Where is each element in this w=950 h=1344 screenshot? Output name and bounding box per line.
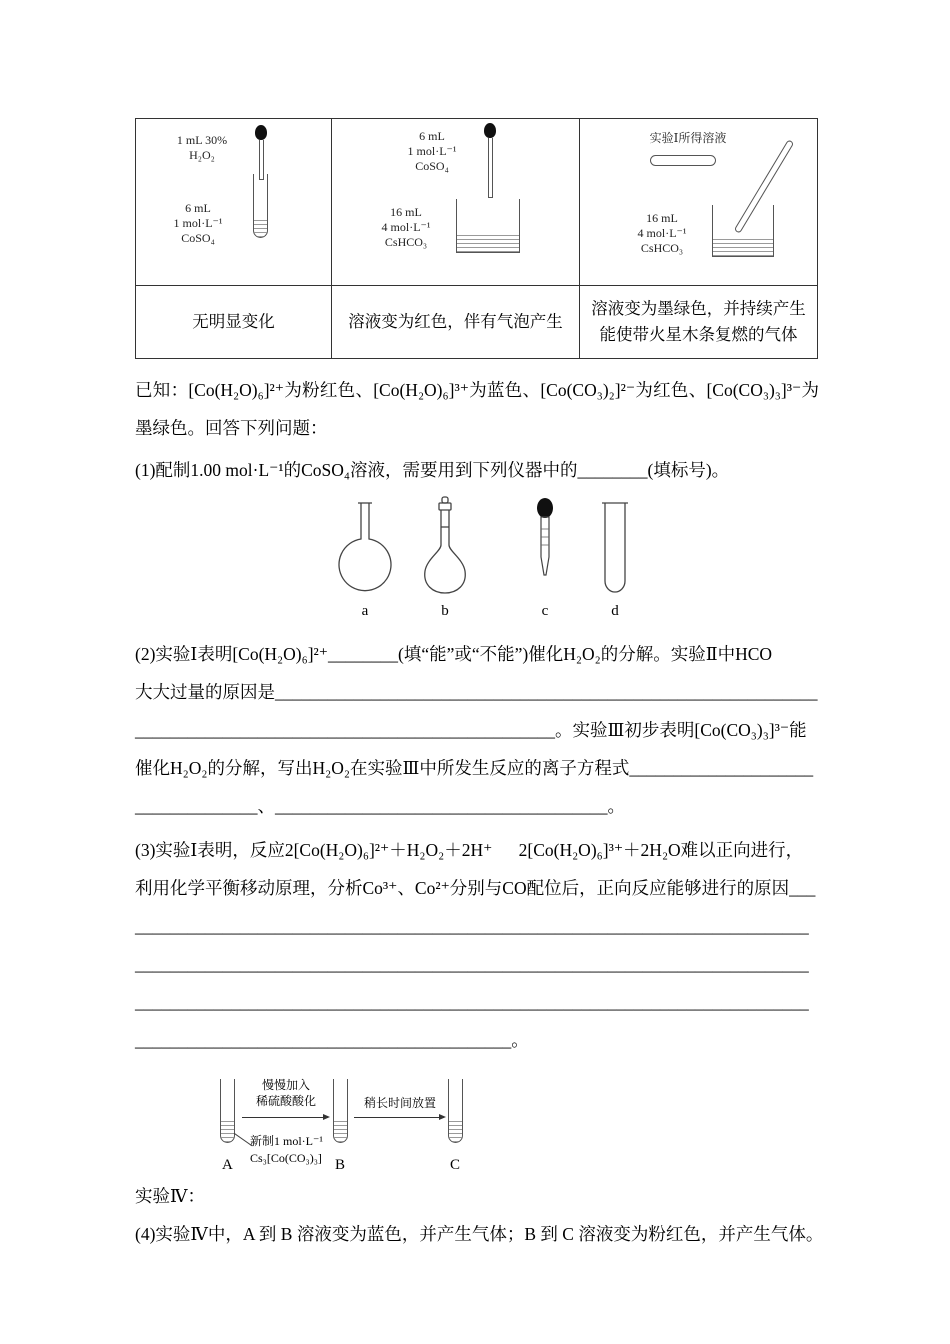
known-info-paragraph: 已知：[Co(H₂O)₆]²⁺为粉红色、[Co(H₂O)₆]³⁺为蓝色、[Co(CO₃)₂]²⁻为红色、[Co(CO₃)₃]³⁻为墨绿色。回答下列问题： xyxy=(135,380,819,438)
liquid xyxy=(713,239,773,256)
beaker-icon xyxy=(456,199,520,253)
glassware-figure xyxy=(320,495,660,623)
question-3-blank-line: ___________________________________________。 xyxy=(135,1030,529,1050)
question-2-line: ________________________________________________。实验Ⅲ初步表明[Co(CO₃)₃]³⁻能 xyxy=(135,720,807,740)
label-line: 1 mol·L⁻¹ xyxy=(407,144,457,158)
glassware-label-a: a xyxy=(361,603,369,619)
glassware-drawing xyxy=(320,495,660,623)
solution-from-exp1-label xyxy=(628,131,748,146)
tube-letter-a: A xyxy=(222,1157,233,1173)
glassware-label-c: c xyxy=(541,603,549,619)
label-line: 16 mL xyxy=(646,211,678,225)
test-tube-b-icon xyxy=(333,1079,348,1143)
arrow-1-label xyxy=(242,1077,330,1109)
glassware-label-d: d xyxy=(611,603,619,619)
liquid xyxy=(457,234,519,252)
result-line: 溶液变为墨绿色，并持续产生 xyxy=(591,299,806,318)
label-line: CoSO₄ xyxy=(181,231,215,245)
arrow-2-label xyxy=(354,1095,446,1111)
dropper-bulb xyxy=(255,125,267,140)
question-3-blank-line: _____________________________________________________________________________ xyxy=(135,992,809,1012)
question-3-line: (3)实验Ⅰ表明，反应2[Co(H₂O)₆]²⁺＋H₂O₂＋2H⁺ 2[Co(H₂O)₆]³⁺＋2H₂O难以正向进行， xyxy=(135,840,804,860)
result-experiment-3 xyxy=(579,286,817,358)
label-line: CsHCO₃ xyxy=(384,235,428,249)
experiment-3-diagram xyxy=(579,119,817,285)
test-tube-c-icon xyxy=(448,1079,463,1143)
round-bottom-flask-icon xyxy=(339,503,391,591)
result-text: 溶液变为红色，伴有气泡产生 xyxy=(348,312,563,331)
result-line: 能使带火星木条复燃的气体 xyxy=(599,325,798,344)
dropper-icon xyxy=(255,125,267,180)
table-diagram-row xyxy=(136,119,817,285)
label-line: 稍长时间放置 xyxy=(363,1096,436,1110)
liquid xyxy=(449,1120,462,1142)
label-line: 慢慢加入 xyxy=(261,1078,310,1092)
label-line: 1 mL 30% xyxy=(176,133,228,147)
question-2 xyxy=(135,635,819,825)
reagent-label-cshco3 xyxy=(622,211,702,256)
dropper-icon xyxy=(537,498,553,575)
question-2-line: 催化H₂O₂的分解，写出H₂O₂在实验Ⅲ中所发生反应的离子方程式_____________________ xyxy=(135,758,814,778)
label-line: CsHCO₃ xyxy=(640,241,684,255)
volumetric-flask-icon xyxy=(425,497,466,593)
experiment-1-diagram xyxy=(136,119,331,285)
source-reagent-label xyxy=(250,1133,323,1167)
result-experiment-1 xyxy=(136,286,331,358)
question-3-blank-line: _____________________________________________________________________________ xyxy=(135,954,809,974)
label-line: H₂O₂ xyxy=(189,148,215,162)
liquid xyxy=(254,217,267,237)
question-1: (1)配制1.00 mol·L⁻¹的CoSO₄溶液，需要用到下列仪器中的________(填标号)。 xyxy=(135,460,730,480)
beaker-icon xyxy=(712,205,774,257)
experiment-table xyxy=(135,118,818,359)
label-line: 6 mL xyxy=(419,129,445,143)
dropper-tube xyxy=(488,138,493,198)
question-3-blank-line: _____________________________________________________________________________ xyxy=(135,916,809,936)
reagent-label-coso4 xyxy=(390,129,474,174)
reagent-label-h2o2 xyxy=(156,133,248,163)
result-text xyxy=(591,296,806,348)
liquid xyxy=(221,1120,234,1142)
reagent-label-cshco3 xyxy=(366,205,446,250)
question-2-line: (2)实验Ⅰ表明[Co(H₂O)₆]²⁺________(填“能”或“不能”)催化H₂O₂的分解。实验Ⅱ中HCO xyxy=(135,644,773,664)
test-tube-icon xyxy=(253,174,268,238)
experiment-2-diagram xyxy=(331,119,579,285)
experiment-4-figure xyxy=(190,1075,620,1177)
result-experiment-2 xyxy=(331,286,579,358)
result-text: 无明显变化 xyxy=(192,312,275,331)
horizontal-test-tube-icon xyxy=(650,155,716,166)
label-line: Cs₃[Co(CO₃)₃] xyxy=(250,1151,322,1165)
tube-letter-b: B xyxy=(335,1157,346,1173)
label-line: 新制1 mol·L⁻¹ xyxy=(250,1134,323,1148)
question-4: (4)实验Ⅳ中，A 到 B 溶液变为蓝色，并产生气体；B 到 C 溶液变为粉红色，并产生气体。 xyxy=(135,1224,824,1244)
label-line: 4 mol·L⁻¹ xyxy=(637,226,687,240)
question-3 xyxy=(135,831,819,1059)
label-line: 稀硫酸酸化 xyxy=(255,1094,316,1108)
tube-letter-c: C xyxy=(450,1157,461,1173)
label-line: 16 mL xyxy=(390,205,422,219)
arrow-1-icon xyxy=(242,1117,328,1118)
liquid xyxy=(334,1120,347,1142)
label-line: 4 mol·L⁻¹ xyxy=(381,220,431,234)
experiment-4-caption: 实验Ⅳ： xyxy=(135,1186,205,1206)
reagent-label-coso4 xyxy=(148,201,248,246)
dropper-icon xyxy=(484,123,496,198)
glassware-label-b: b xyxy=(441,603,449,619)
label-line: 6 mL xyxy=(185,201,211,215)
dropper-bulb xyxy=(484,123,496,138)
worksheet-page xyxy=(135,118,824,1253)
label-line: CoSO₄ xyxy=(415,159,449,173)
label-line: 实验Ⅰ所得溶液 xyxy=(649,131,727,145)
table-result-row xyxy=(136,285,817,358)
question-2-line: 大大过量的原因是______________________________________________________________ xyxy=(135,682,818,702)
label-line: 1 mol·L⁻¹ xyxy=(173,216,223,230)
question-2-line: ______________、______________________________________。 xyxy=(135,796,625,816)
question-3-line: 利用化学平衡移动原理，分析Co³⁺、Co²⁺分别与CO配位后，正向反应能够进行的原因___ xyxy=(135,878,816,898)
test-tube-icon xyxy=(602,503,628,592)
arrow-2-icon xyxy=(354,1117,444,1118)
